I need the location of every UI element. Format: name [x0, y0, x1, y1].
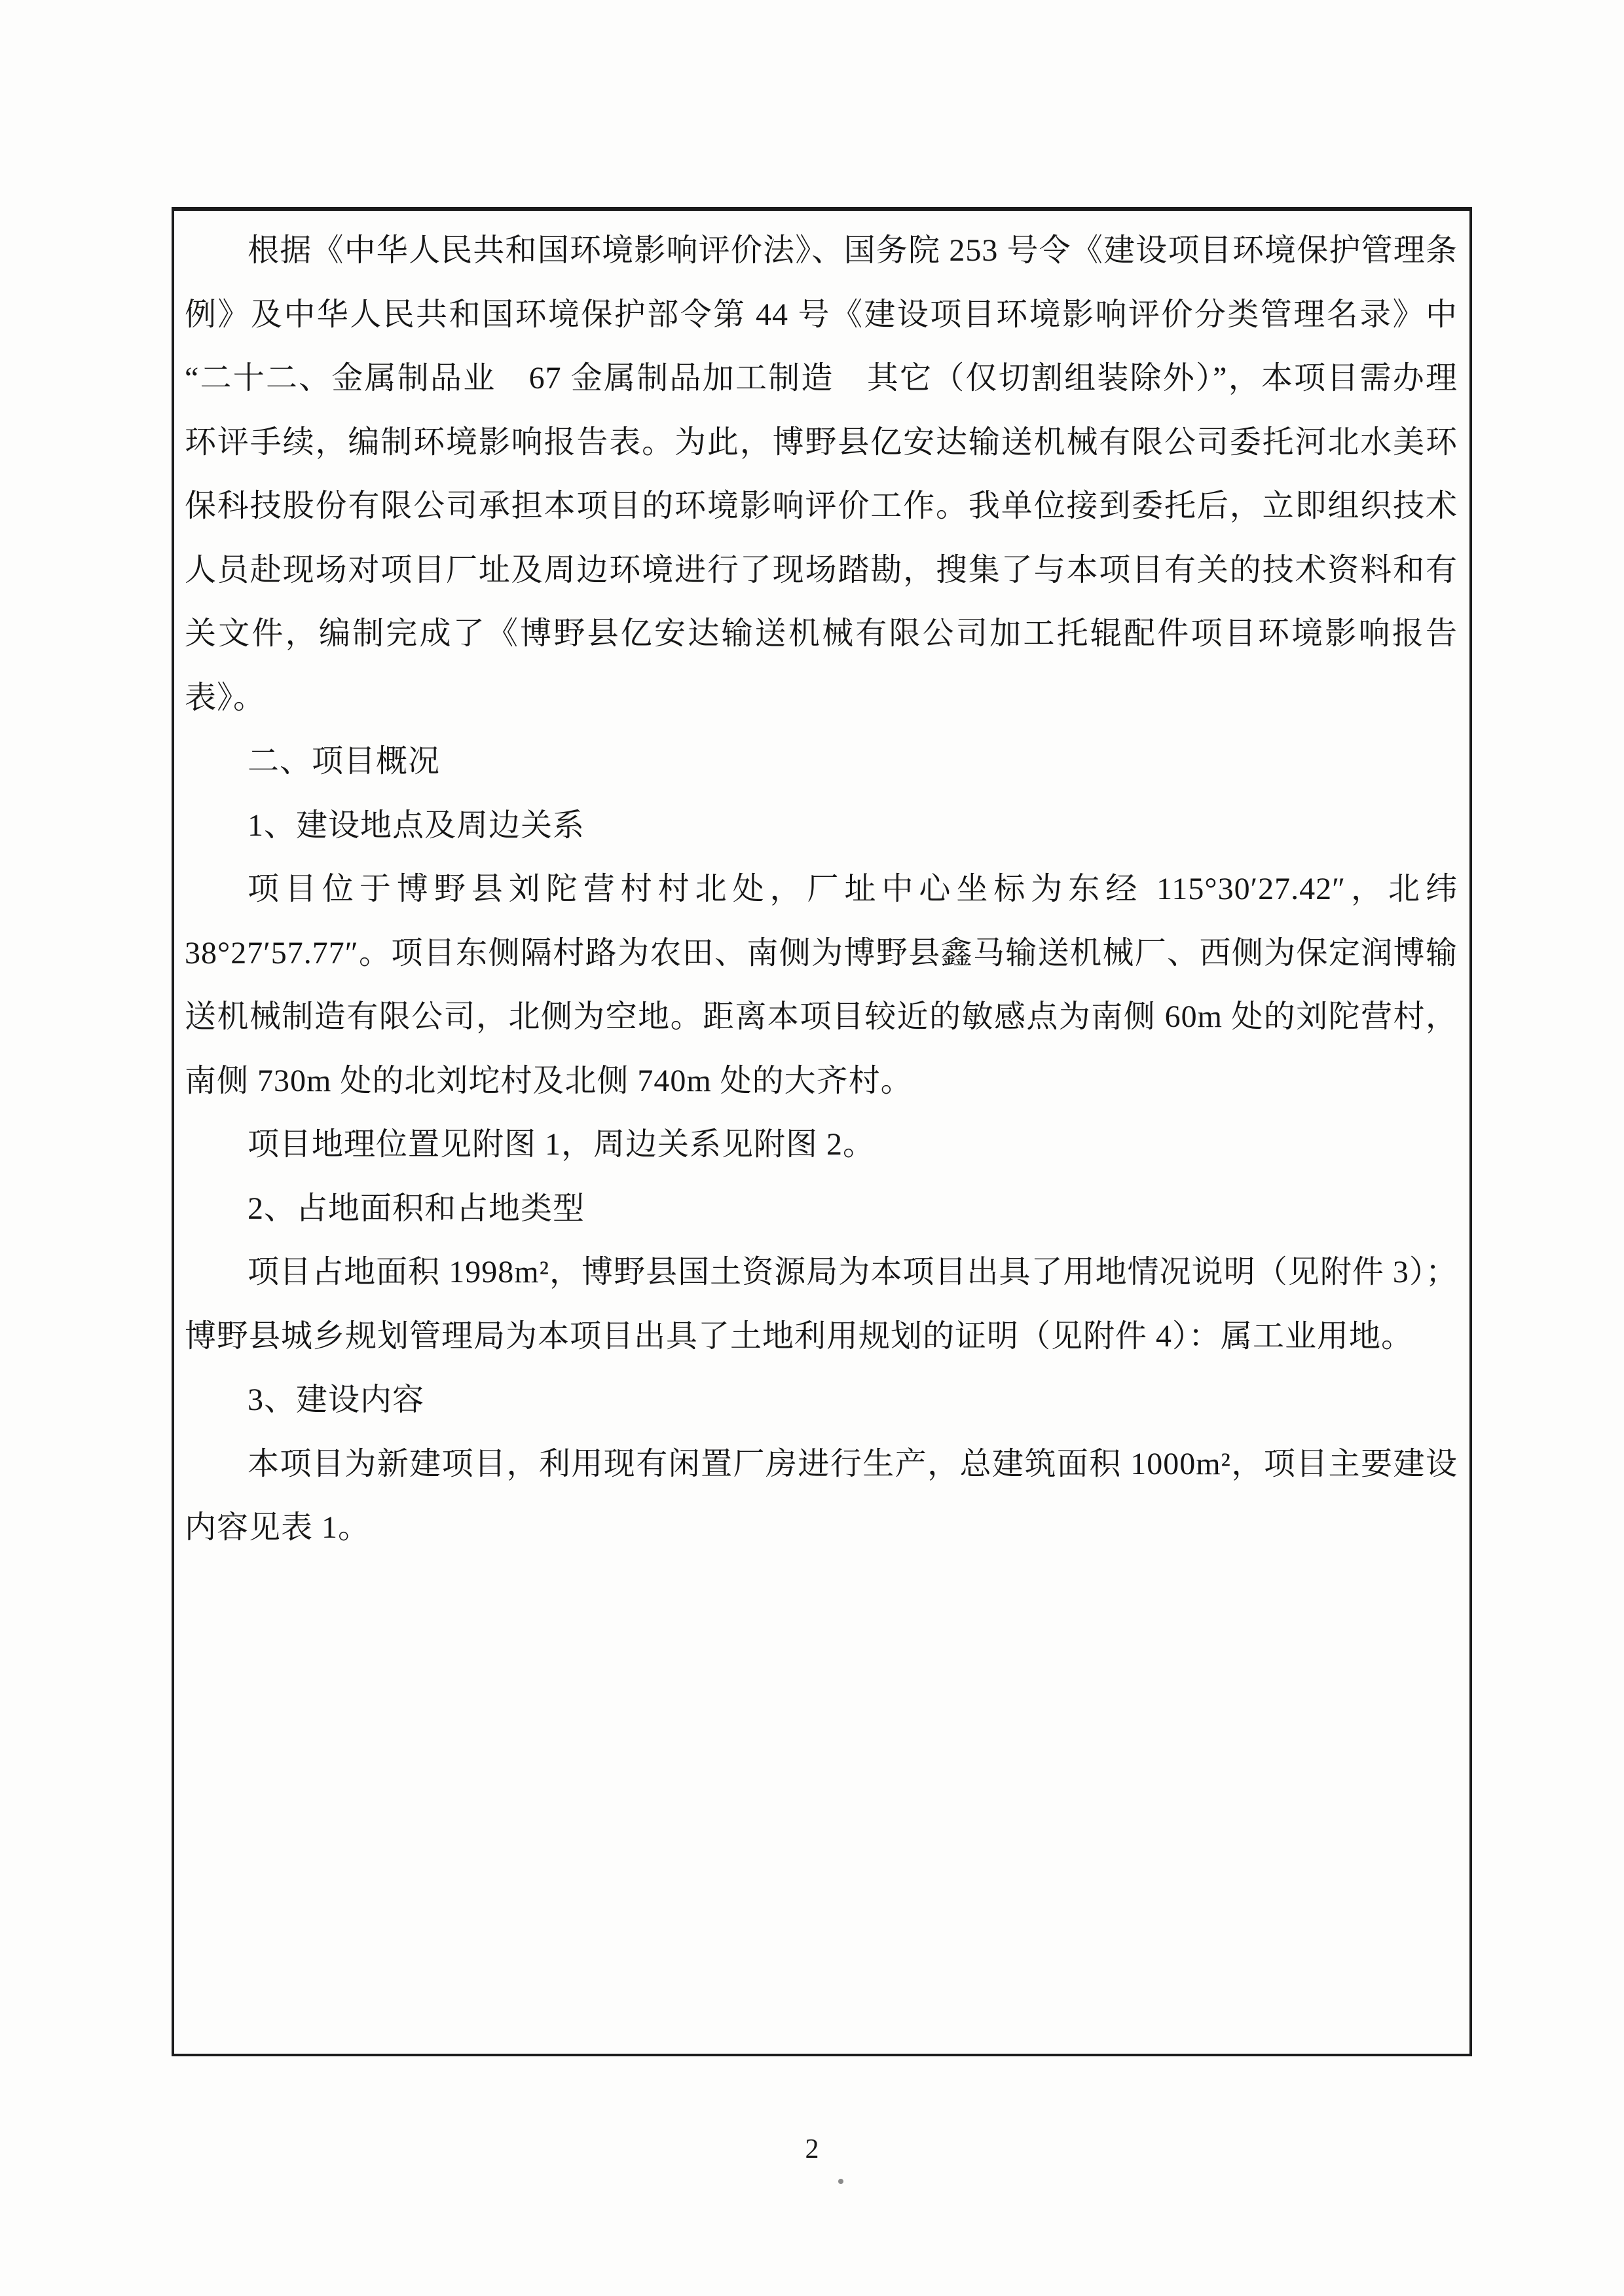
scan-speck	[838, 2179, 843, 2184]
heading-location-surroundings: 1、建设地点及周边关系	[248, 807, 585, 843]
heading-project-overview: 二、项目概况	[248, 744, 441, 779]
paragraph-location-details: 项目位于博野县刘陀营村村北处，厂址中心坐标为东经 115°30′27.42″，北纬 38°27′57.77″。项目东侧隔村路为农田、南侧为博野县鑫马输送机械厂、西侧为保定润博输送机械制造有限公司，北侧为空地。距离本项目较近的敏感点为南侧 60m 处的刘陀营村，南侧 730m 处的北刘坨村及北侧 740m 处的大齐村。	[185, 872, 1458, 1098]
page-number: 2	[805, 2134, 819, 2164]
paragraph-legal-basis: 根据《中华人民共和国环境影响评价法》、国务院 253 号令《建设项目环境保护管理条例》及中华人民共和国环境保护部令第 44 号《建设项目环境影响评价分类管理名录》中“二十二、金属制品业 67 金属制品加工制造 其它（仅切割组装除外）”，本项目需办理环评手续，编制环境影响报告表。为此，博野县亿安达输送机械有限公司委托河北水美环保科技股份有限公司承担本项目的环境影响评价工作。我单位接到委托后，立即组织技术人员赴现场对项目厂址及周边环境进行了现场踏勘，搜集了与本项目有关的技术资料和有关文件，编制完成了《博野县亿安达输送机械有限公司加工托辊配件项目环境影响报告表》。	[185, 233, 1458, 715]
heading-construction-content: 3、建设内容	[248, 1382, 425, 1417]
paragraph-figure-references: 项目地理位置见附图 1，周边关系见附图 2。	[248, 1127, 876, 1162]
paragraph-construction-details: 本项目为新建项目，利用现有闲置厂房进行生产，总建筑面积 1000m²，项目主要建设内容见表 1。	[185, 1446, 1458, 1545]
heading-land-area-type: 2、占地面积和占地类型	[248, 1191, 585, 1226]
paragraph-land-area-details: 项目占地面积 1998m²，博野县国土资源局为本项目出具了用地情况说明（见附件 3）；博野县城乡规划管理局为本项目出具了土地利用规划的证明（见附件 4）：属工业用地。	[185, 1255, 1458, 1354]
content-frame	[172, 207, 1472, 2056]
